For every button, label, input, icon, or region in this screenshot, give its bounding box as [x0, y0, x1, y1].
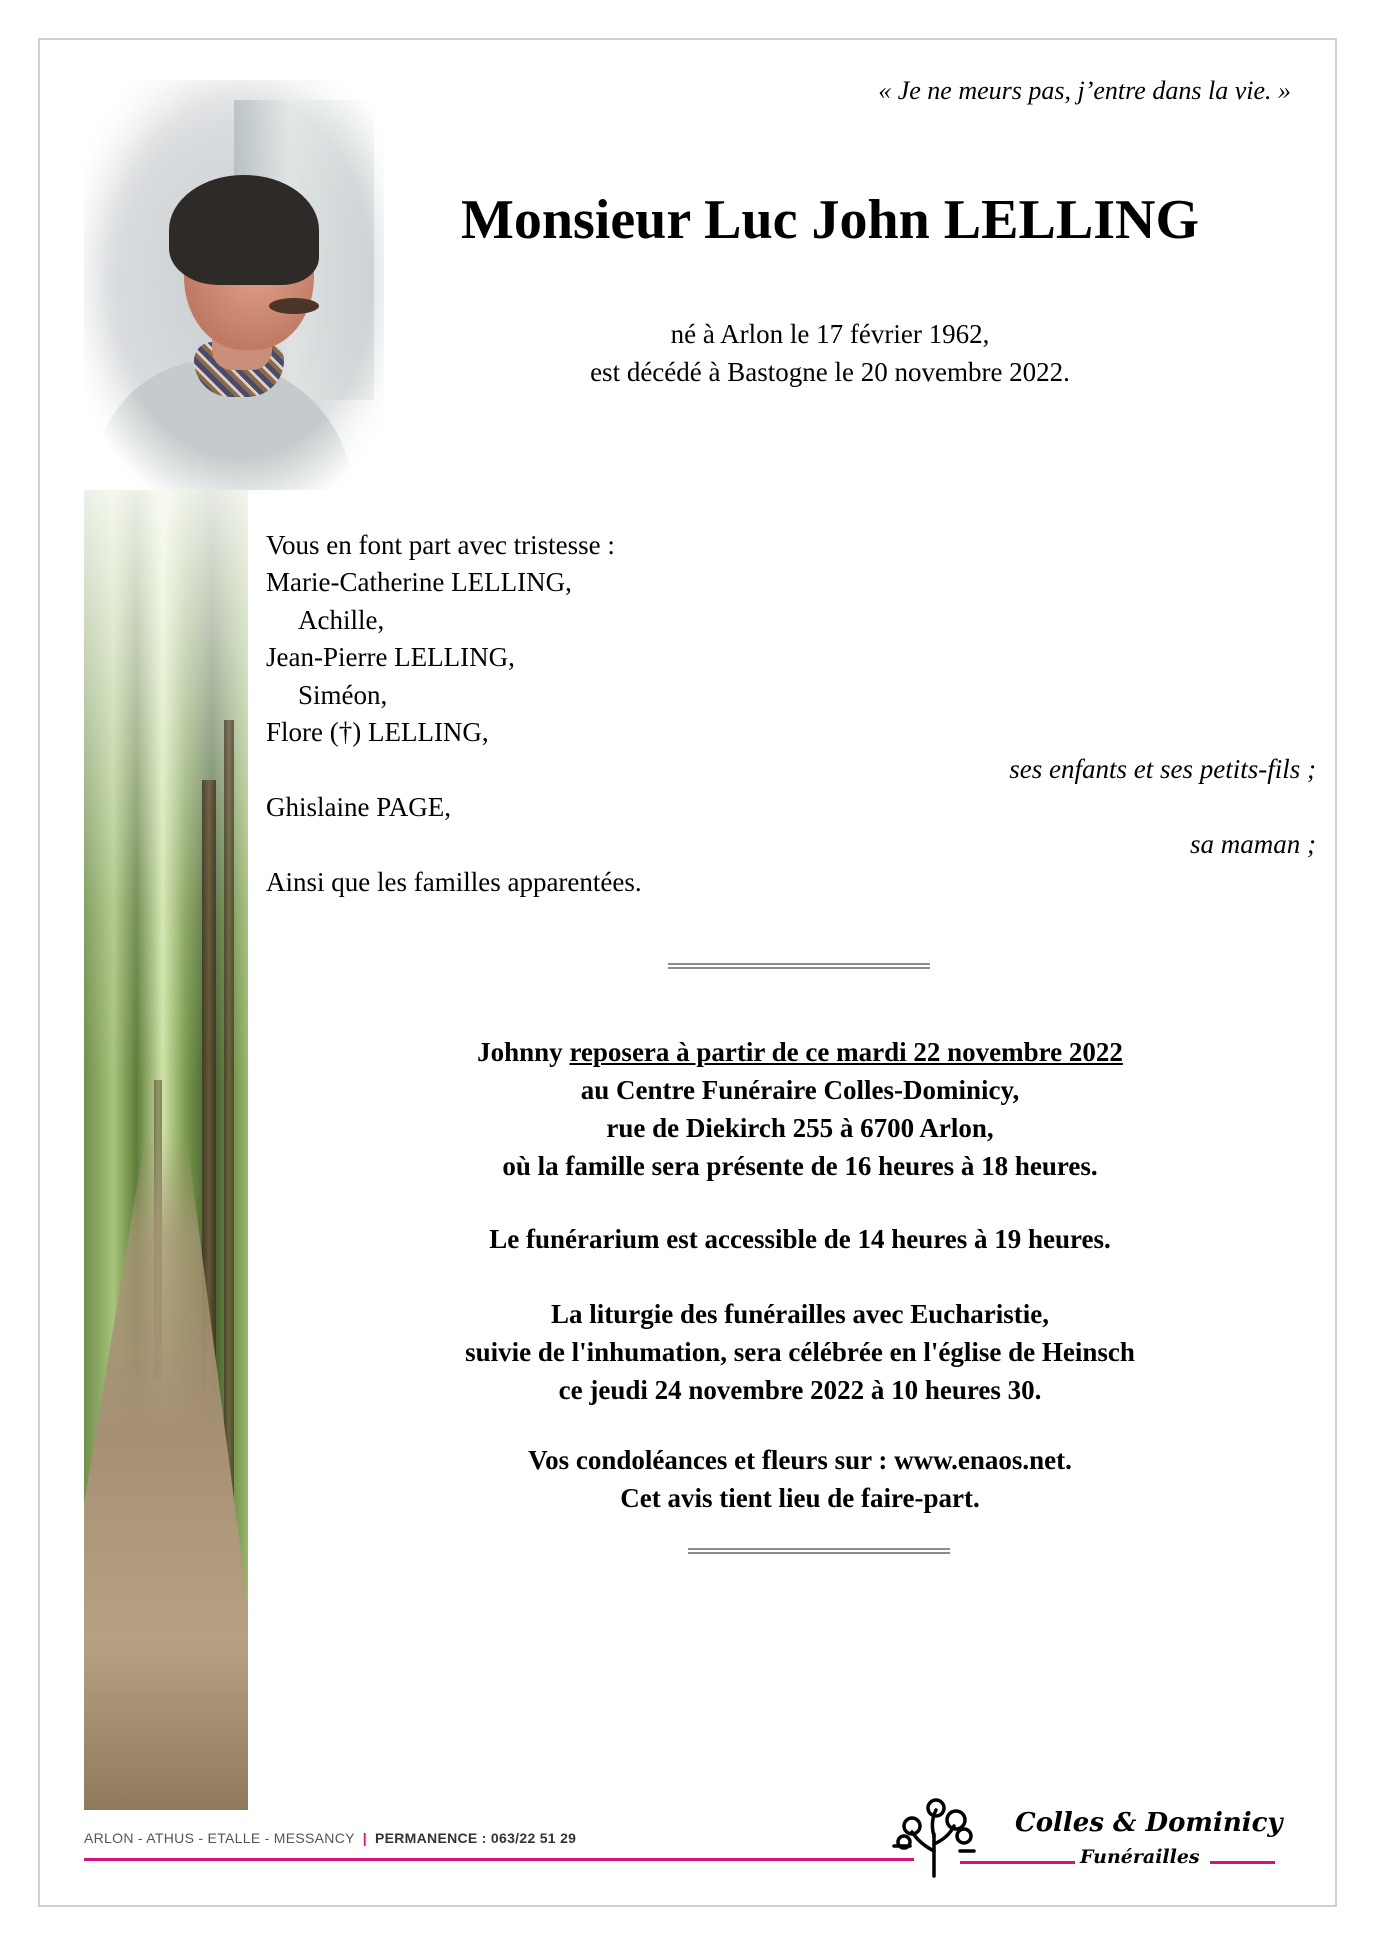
death-line: est décédé à Bastogne le 20 novembre 2022.	[590, 357, 1070, 387]
family-member: Jean-Pierre LELLING,	[266, 642, 515, 673]
family-closing: Ainsi que les familles apparentées.	[266, 866, 642, 897]
visitation-block	[300, 1033, 1300, 1185]
footer-contact	[84, 1830, 576, 1846]
footer-rule	[84, 1858, 914, 1861]
children-label: ses enfants et ses petits-fils ;	[1009, 754, 1316, 785]
condolences-block	[300, 1441, 1300, 1517]
footer-locations: ARLON - ATHUS - ETALLE - MESSANCY	[84, 1830, 355, 1846]
funeral-home-logo	[890, 1796, 1290, 1881]
footer-separator: |	[362, 1830, 367, 1846]
family-list	[266, 527, 1316, 901]
visit-date: reposera à partir de ce mardi 22 novembre 2022	[569, 1037, 1123, 1067]
logo-subtitle: Funérailles	[1080, 1846, 1200, 1868]
birth-line: né à Arlon le 17 février 1962,	[670, 319, 990, 349]
liturgy-line: ce jeudi 24 novembre 2022 à 10 heures 30.	[558, 1375, 1042, 1405]
family-member: Achille,	[298, 604, 385, 635]
mother-label: sa maman ;	[1190, 829, 1316, 860]
divider-top	[668, 963, 930, 969]
divider-bottom	[688, 1548, 950, 1554]
condolences-line: Vos condoléances et fleurs sur : www.enaos.net.	[528, 1445, 1072, 1475]
visit-address: rue de Diekirch 255 à 6700 Arlon,	[606, 1113, 994, 1143]
tree-icon	[890, 1796, 990, 1881]
mother-name: Ghislaine PAGE,	[266, 791, 452, 822]
visit-name: Johnny	[477, 1037, 563, 1067]
birth-death-info	[480, 315, 1180, 391]
family-intro: Vous en font part avec tristesse :	[266, 530, 615, 560]
visit-hours: où la famille sera présente de 16 heures à 18 heures.	[502, 1151, 1098, 1181]
family-member: Marie-Catherine LELLING,	[266, 567, 572, 598]
epigraph-quote: « Je ne meurs pas, j’entre dans la vie. »	[878, 76, 1291, 105]
liturgy-block	[300, 1295, 1300, 1409]
deceased-name: Monsieur Luc John LELLING	[460, 189, 1200, 251]
funerarium-hours: Le funérarium est accessible de 14 heures à 19 heures.	[489, 1224, 1111, 1254]
notice-line: Cet avis tient lieu de faire-part.	[620, 1483, 980, 1513]
family-member: Siméon,	[298, 679, 388, 710]
family-member: Flore (†) LELLING,	[266, 717, 489, 748]
logo-rule-right	[1210, 1861, 1275, 1864]
logo-rule-left	[960, 1861, 1075, 1864]
visit-place: au Centre Funéraire Colles-Dominicy,	[580, 1075, 1020, 1105]
footer-permanence: PERMANENCE : 063/22 51 29	[375, 1830, 577, 1846]
liturgy-line: La liturgie des funérailles avec Eucharistie,	[551, 1299, 1049, 1329]
logo-name: Colles & Dominicy	[1015, 1808, 1283, 1838]
portrait-photo	[84, 80, 384, 490]
liturgy-line: suivie de l'inhumation, sera célébrée en l'église de Heinsch	[465, 1337, 1135, 1367]
